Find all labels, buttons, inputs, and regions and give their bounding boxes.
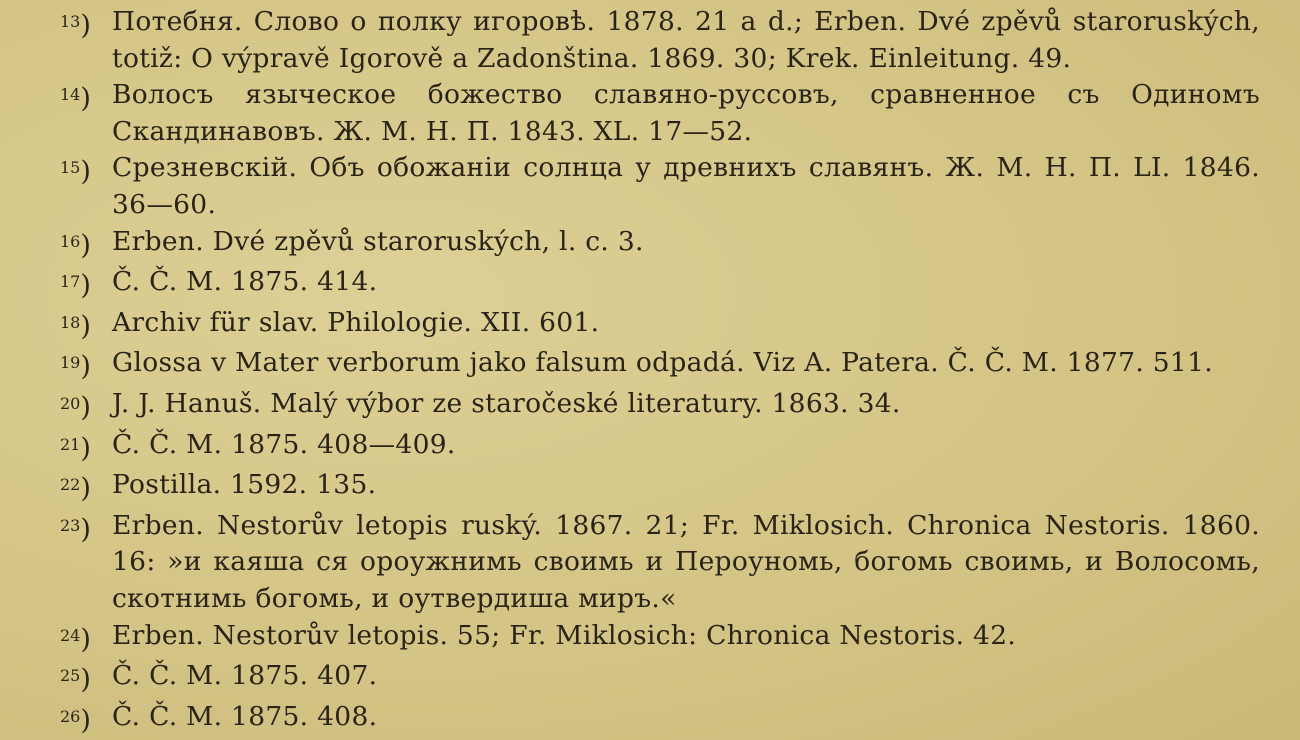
footnote-text: Потебня. Слово о полку игоровѣ. 1878. 21 a d.; Erben. Dvé zpěvů staroruských, totiž: O výpravě Igorově a Zadonština. 1869. 30; Krek. Einleitung. 49.	[112, 6, 1260, 74]
footnote-text: Glossa v Mater verborum jako falsum odpadá. Viz A. Patera. Č. Č. M. 1877. 511.	[112, 347, 1213, 379]
footnote	[60, 467, 1260, 508]
footnote-text: Č. Č. M. 1875. 408.	[112, 700, 378, 732]
footnote-text: Erben. Nestorův letopis. 55; Fr. Miklosich: Chronica Nestoris. 42.	[112, 619, 1017, 651]
footnote-text: Erben. Dvé zpěvů staroruských, l. c. 3.	[112, 225, 644, 257]
footnote-number: $^{26}$)	[60, 704, 91, 736]
footnote-number: $^{15}$)	[60, 156, 91, 188]
footnote-number: $^{17}$)	[60, 270, 91, 302]
footnote-number: $^{16}$)	[60, 229, 91, 261]
footnote	[60, 658, 1260, 699]
footnote	[60, 618, 1260, 659]
footnote	[60, 77, 1260, 150]
footnote	[60, 150, 1260, 223]
footnote-text: Срезневскій. Объ обожаніи солнца у древнихъ славянъ. Ж. М. Н. П. LI. 1846. 36—60.	[112, 152, 1260, 220]
footnote-number: $^{25}$)	[60, 664, 91, 696]
footnote-text: Archiv für slav. Philologie. XII. 601.	[112, 306, 600, 338]
footnote	[60, 305, 1260, 346]
footnote-number: $^{23}$)	[60, 513, 91, 545]
footnote-text: Волосъ языческое божество славяно-руссовъ, сравненное съ Одиномъ Скандинавовъ. Ж. М. Н. П. 1843. XL. 17—52.	[112, 79, 1260, 147]
footnote	[60, 427, 1260, 468]
footnote-number: $^{20}$)	[60, 391, 91, 423]
footnote	[60, 264, 1260, 305]
footnote	[60, 699, 1260, 740]
footnote-number: $^{22}$)	[60, 473, 91, 505]
footnote	[60, 224, 1260, 265]
footnote	[60, 345, 1260, 386]
footnote-number: $^{21}$)	[60, 432, 91, 464]
footnote	[60, 508, 1260, 618]
footnote-number: $^{13}$)	[60, 10, 91, 41]
footnote	[60, 4, 1260, 77]
footnotes-list	[60, 4, 1260, 739]
footnote-number: $^{24}$)	[60, 623, 91, 655]
footnote-text: Erben. Nestorův letopis ruský. 1867. 21; Fr. Miklosich. Chronica Nestoris. 1860. 16: »и каяша ся ороужнимь своимь и Пероуномь, богомь своимь, и Волосомь, скотнимь богомь, и оутвердиша миръ.«	[112, 509, 1260, 614]
footnote-number: $^{18}$)	[60, 310, 91, 342]
footnote	[60, 386, 1260, 427]
footnote-text: Č. Č. M. 1875. 408—409.	[112, 428, 456, 460]
footnote-number: $^{14}$)	[60, 83, 91, 115]
footnote-text: Č. Č. M. 1875. 414.	[112, 266, 378, 298]
footnote-number: $^{19}$)	[60, 351, 91, 383]
footnote-text: Postilla. 1592. 135.	[112, 469, 377, 501]
footnote-text: J. J. Hanuš. Malý výbor ze staročeské literatury. 1863. 34.	[112, 387, 901, 419]
footnote-text: Č. Č. M. 1875. 407.	[112, 660, 378, 692]
